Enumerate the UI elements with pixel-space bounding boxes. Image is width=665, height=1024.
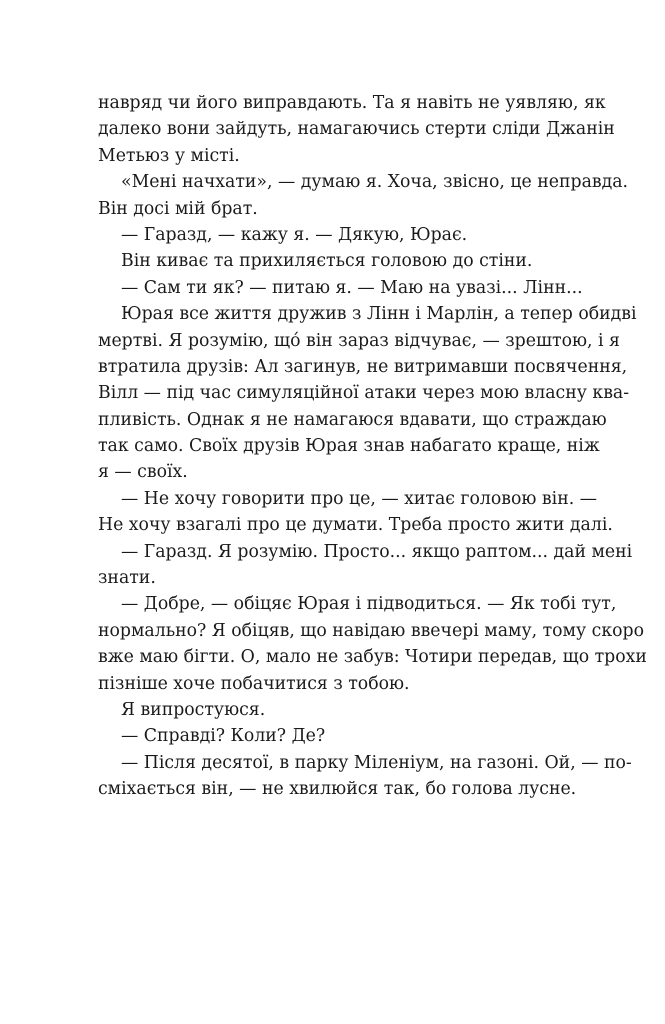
text-line: сміхається він, — не хвилюйся так, бо голова лусне.	[98, 779, 577, 800]
paragraph	[98, 539, 633, 592]
text-line: Метьюз у місті.	[98, 145, 240, 166]
paragraph	[98, 301, 637, 486]
text-line: пливість. Однак я не намагаюся вдавати, що страждаю	[98, 409, 607, 430]
text-line: — Після десятої, в парку Міленіум, на газоні. Ой, — по-	[121, 752, 632, 773]
text-line: вже маю бігти. О, мало не забув: Чотири передав, що трохи	[98, 647, 647, 668]
text-line: — Справді? Коли? Де?	[121, 726, 326, 747]
paragraph	[98, 723, 590, 749]
text-line: — Добре, — обіцяє Юрая і підводиться. — Як тобі тут,	[121, 594, 617, 615]
text-line: — Гаразд. Я розумію. Просто... якщо раптом... дай мені	[121, 541, 633, 562]
text-line: Він досі мій брат.	[98, 198, 258, 219]
paragraph	[98, 275, 590, 301]
text-line: я — своїх.	[98, 462, 188, 483]
body-text	[98, 90, 647, 803]
text-line: Не хочу взагалі про це думати. Треба просто жити далі.	[98, 515, 613, 536]
text-line: нормально? Я обіцяв, що навідаю ввечері маму, тому скоро	[98, 620, 645, 641]
text-line: далеко вони зайдуть, намагаючись стерти сліди Джанін	[98, 119, 615, 140]
text-line: Юрая все життя дружив з Лінн і Марлін, а тепер обидві	[121, 304, 637, 325]
text-line: мертві. Я розумію, щó він зараз відчуває, — зрештою, і я	[98, 330, 620, 351]
text-line: Він киває та прихиляється головою до стіни.	[121, 251, 533, 272]
paragraph	[98, 486, 613, 539]
paragraph	[98, 591, 647, 697]
text-line: навряд чи його виправдають. Та я навіть не уявляю, як	[98, 93, 606, 113]
paragraph	[98, 750, 632, 803]
paragraph	[98, 169, 629, 222]
text-line: «Мені начхати», — думаю я. Хоча, звісно, це неправда.	[121, 172, 629, 193]
text-line: так само. Своїх друзів Юрая знав набагато краще, ніж	[98, 436, 600, 457]
text-line: — Не хочу говорити про це, — хитає головою він. —	[121, 488, 597, 509]
text-line: втратила друзів: Ал загинув, не витримавши посвячення,	[98, 356, 628, 377]
text-line: Вілл — під час симуляційної атаки через мою власну ква-	[98, 383, 630, 404]
text-line: знати.	[98, 568, 156, 589]
paragraph	[98, 697, 590, 723]
text-line: — Сам ти як? — питаю я. — Маю на увазі... Лінн...	[121, 277, 583, 298]
text-line: пізніше хоче побачитися з тобою.	[98, 673, 410, 694]
paragraph	[98, 222, 590, 248]
paragraph	[98, 248, 590, 274]
text-line: — Гаразд, — кажу я. — Дякую, Юрає.	[121, 224, 468, 245]
text-line: Я випростуюся.	[121, 699, 266, 720]
paragraph	[98, 90, 615, 169]
